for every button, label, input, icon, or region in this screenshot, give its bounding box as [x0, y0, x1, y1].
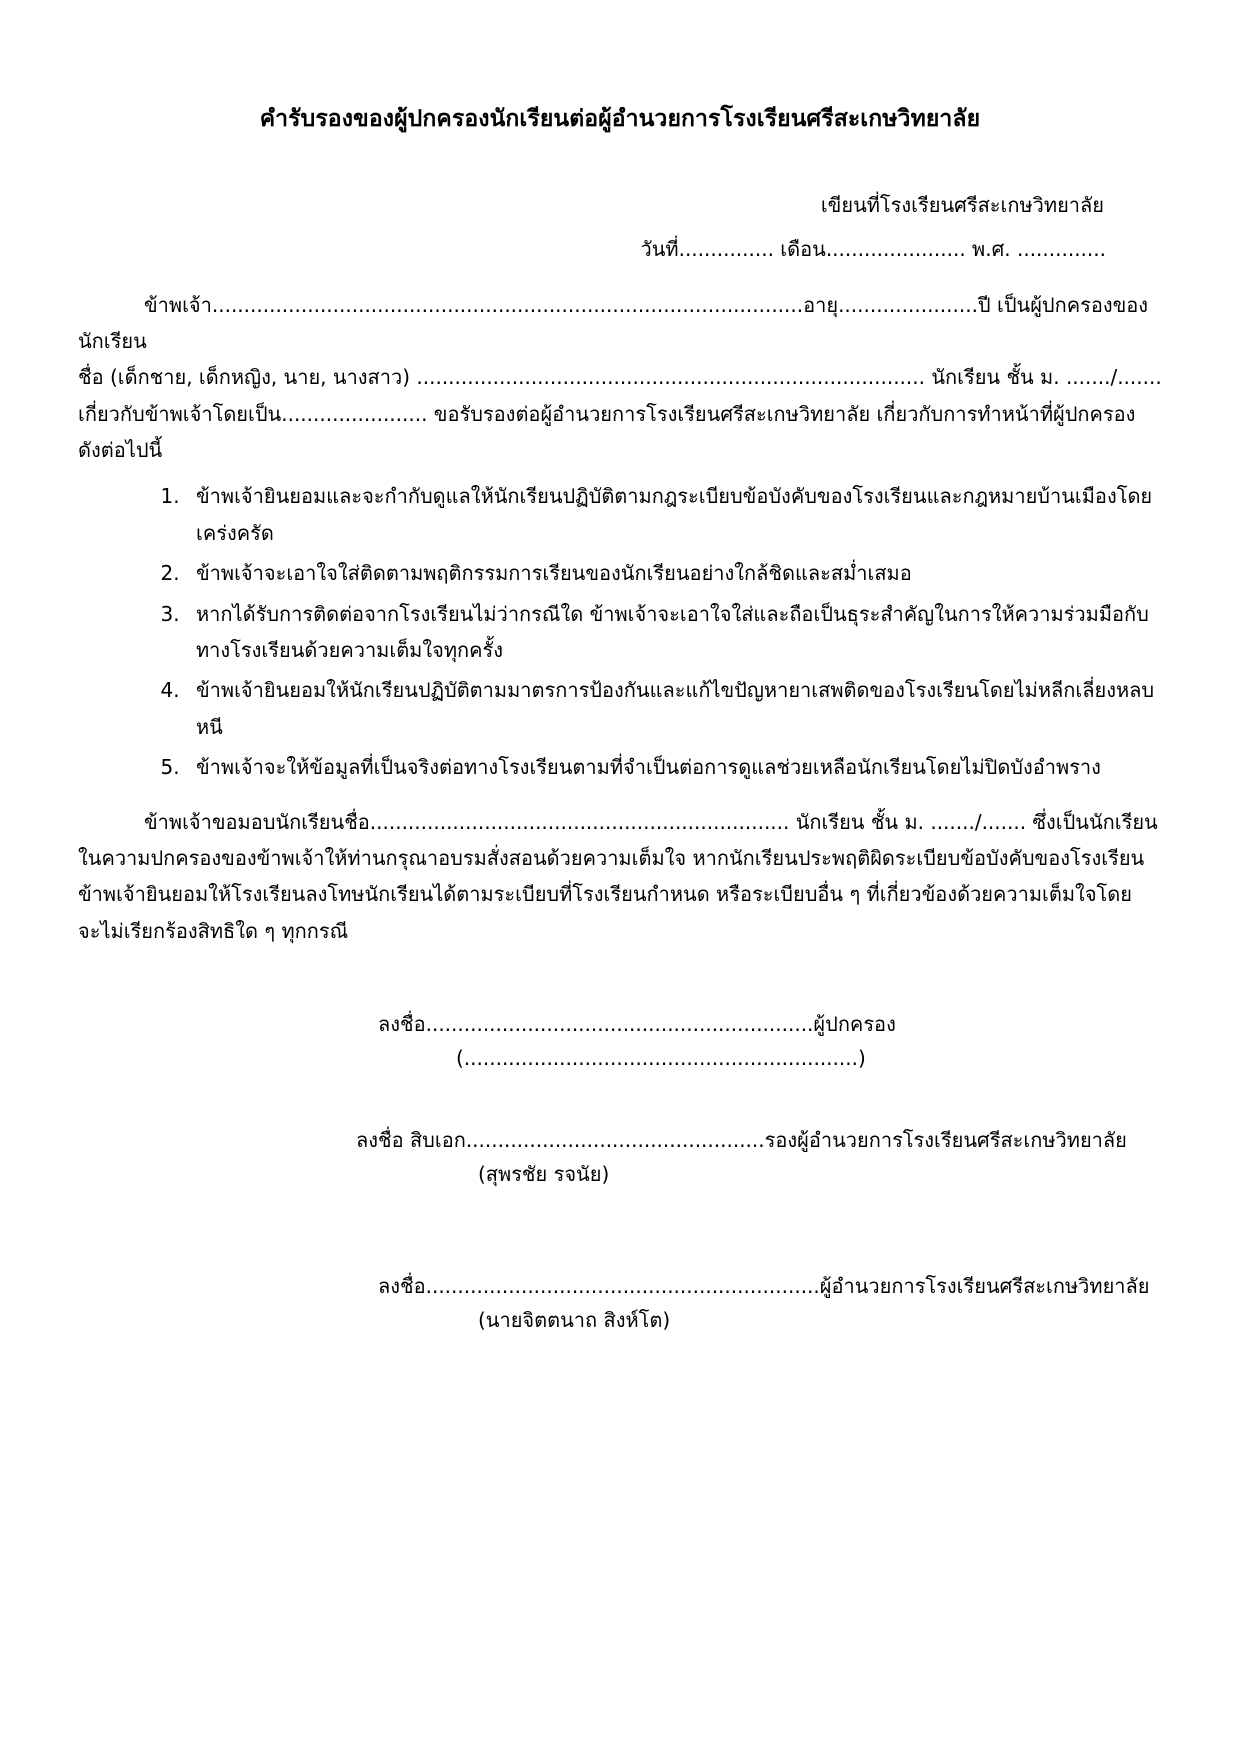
- spacer: [78, 1191, 1162, 1269]
- closing-line-1: [78, 804, 1162, 840]
- intro-line-2: ชื่อ (เด็กชาย, เด็กหญิง, นาย, นางสาว) ................................................................................ นักเรียน ชั้น ม. ......./.......: [78, 365, 1162, 390]
- list-item: 1. ข้าพเจ้ายินยอมและจะกำกับดูแลให้นักเรียนปฏิบัติตามกฎระเบียบข้อบังคับของโรงเรียนและกฎหมายบ้านเมืองโดยเคร่งครัด: [186, 478, 1162, 551]
- closing-block: [78, 804, 1162, 950]
- list-item: 4. ข้าพเจ้ายินยอมให้นักเรียนปฏิบัติตามมาตรการป้องกันและแก้ไขปัญหายาเสพติดของโรงเรียนโดยไม่หลีกเลี่ยงหลบหนี: [186, 672, 1162, 745]
- signature-name-deputy-director: (สุพรชัย รจนัย): [478, 1162, 610, 1187]
- list-item: 2. ข้าพเจ้าจะเอาใจใส่ติดตามพฤติกรรมการเรียนของนักเรียนอย่างใกล้ชิดและสม่ำเสมอ: [186, 555, 1162, 591]
- intro-line-4: ดังต่อไปนี้: [78, 438, 163, 463]
- intro-block: [78, 287, 1162, 469]
- intro-line-3: เกี่ยวกับข้าพเจ้าโดยเป็น....................... ขอรับรองต่อผู้อำนวยการโรงเรียนศรีสะเกษวิทยาลัย เกี่ยวกับการทำหน้าที่ผู้ปกครอง: [78, 401, 1136, 426]
- closing-line-1-text: ข้าพเจ้าขอมอบนักเรียนชื่อ.................................................................. นักเรียน ชั้น ม. ......./....... ซึ่งเป็นนักเรียน: [144, 809, 1158, 834]
- intro-line-1-text: ข้าพเจ้า.............................................................................................อายุ......................ปี เป็นผู้ปกครองของนักเรียน: [78, 292, 1149, 353]
- spacer: [78, 1075, 1162, 1123]
- signature-area: [78, 1007, 1162, 1337]
- list-item: 3. หากได้รับการติดต่อจากโรงเรียนไม่ว่ากรณีใด ข้าพเจ้าจะเอาใจใส่และถือเป็นธุระสำคัญในการให้ความร่วมมือกับทางโรงเรียนด้วยความเต็มใจทุกครั้ง: [186, 596, 1162, 669]
- closing-line-3: ข้าพเจ้ายินยอมให้โรงเรียนลงโทษนักเรียนได้ตามระเบียบที่โรงเรียนกำหนด หรือระเบียบอื่น ๆ ที่เกี่ยวข้องด้วยความเต็มใจโดย: [78, 882, 1132, 907]
- signature-line-deputy-director: ลงชื่อ สิบเอก...............................................รองผู้อำนวยการโรงเรียนศรีสะเกษวิทยาลัย: [356, 1128, 1127, 1153]
- list-item: 5. ข้าพเจ้าจะให้ข้อมูลที่เป็นจริงต่อทางโรงเรียนตามที่จำเป็นต่อการดูแลช่วยเหลือนักเรียนโดยไม่ปิดบังอำพราง: [186, 749, 1162, 785]
- date-line: วันที่............... เดือน...................... พ.ศ. ..............: [640, 236, 1106, 261]
- signature-name-guardian: (..............................................................): [456, 1046, 866, 1071]
- intro-line-1: [78, 287, 1162, 360]
- signature-line-guardian: ลงชื่อ.............................................................ผู้ปกครอง: [378, 1012, 896, 1037]
- page-title: คำรับรองของผู้ปกครองนักเรียนต่อผู้อำนวยการโรงเรียนศรีสะเกษวิทยาลัย: [259, 106, 981, 132]
- closing-line-2: ในความปกครองของข้าพเจ้าให้ท่านกรุณาอบรมสั่งสอนด้วยความเต็มใจ หากนักเรียนประพฤติผิดระเบียบข้อบังคับของโรงเรียน: [78, 845, 1145, 870]
- closing-line-4: จะไม่เรียกร้องสิทธิใด ๆ ทุกกรณี: [78, 918, 349, 943]
- signature-name-director: (นายจิตตนาถ สิงห์โต): [478, 1308, 671, 1333]
- clause-list: [78, 478, 1162, 785]
- signature-line-director: ลงชื่อ..............................................................ผู้อำนวยการโรงเรียนศรีสะเกษวิทยาลัย: [378, 1274, 1150, 1299]
- place-written-line: เขียนที่โรงเรียนศรีสะเกษวิทยาลัย: [820, 192, 1104, 217]
